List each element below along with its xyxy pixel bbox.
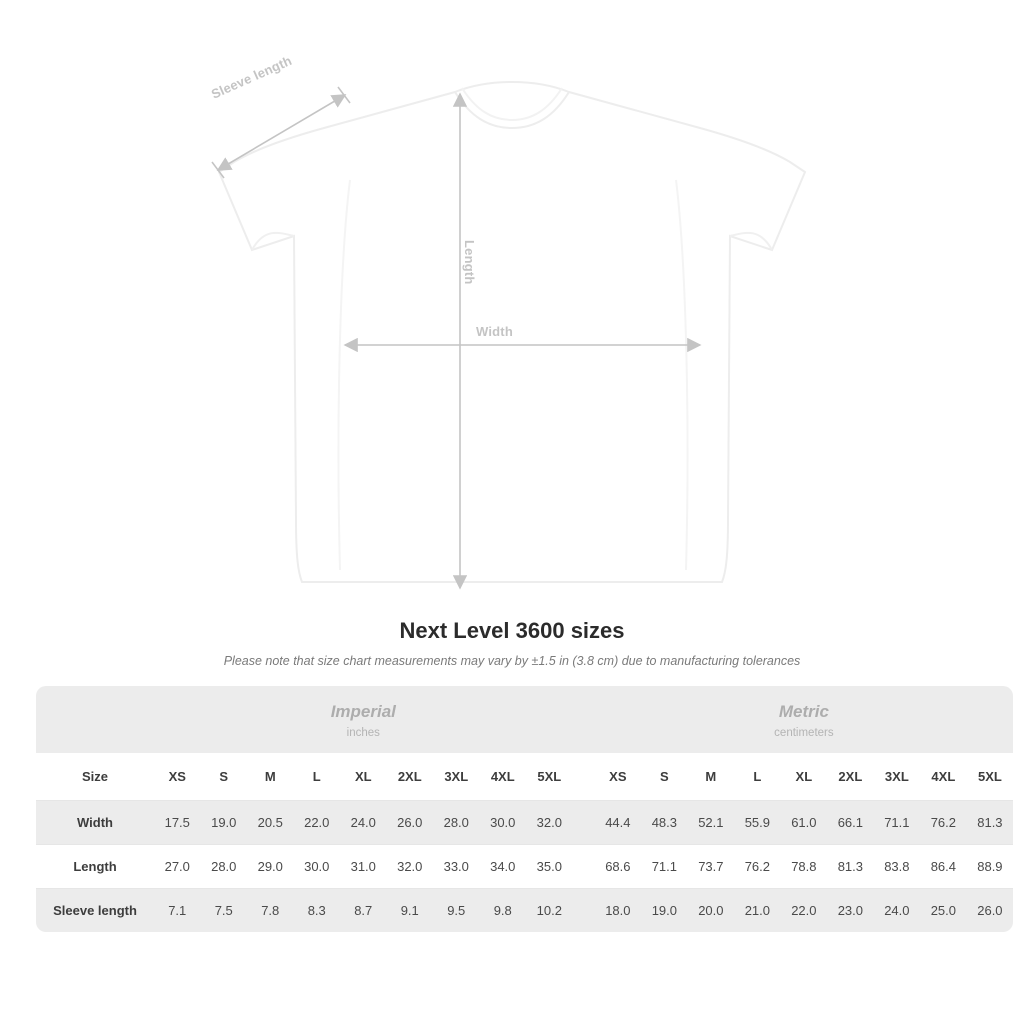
width-label: Width (476, 324, 513, 339)
size-header-imperial-m: M (247, 753, 294, 801)
cell-width-metric-2xl: 66.1 (827, 801, 874, 845)
unit-header-imperial (154, 686, 573, 753)
cell-sleeve-metric-s: 19.0 (641, 889, 688, 932)
cell-sleeve-imperial-s: 7.5 (201, 889, 248, 932)
unit-header-row (36, 686, 1013, 753)
cell-width-imperial-5xl: 32.0 (526, 801, 573, 845)
table-row (36, 801, 1013, 845)
cell-length-metric-s: 71.1 (641, 845, 688, 889)
unit-header-metric (595, 686, 1014, 753)
cell-sleeve-imperial-4xl: 9.8 (480, 889, 527, 932)
cell-length-metric-5xl: 88.9 (967, 845, 1014, 889)
cell-length-metric-4xl: 86.4 (920, 845, 967, 889)
size-header-metric-2xl: 2XL (827, 753, 874, 801)
cell-sleeve-metric-2xl: 23.0 (827, 889, 874, 932)
size-header-imperial-3xl: 3XL (433, 753, 480, 801)
cell-length-imperial-2xl: 32.0 (387, 845, 434, 889)
title-block (0, 618, 1024, 668)
cell-width-metric-3xl: 71.1 (874, 801, 921, 845)
row-label-width: Width (36, 801, 154, 845)
size-header-row (36, 753, 1013, 801)
unit-sub-imperial: inches (346, 727, 380, 739)
cell-sleeve-imperial-xl: 8.7 (340, 889, 387, 932)
size-header-metric-m: M (688, 753, 735, 801)
cell-width-metric-xl: 61.0 (781, 801, 828, 845)
cell-sleeve-metric-m: 20.0 (688, 889, 735, 932)
cell-width-metric-5xl: 81.3 (967, 801, 1014, 845)
unit-header-gap (573, 686, 595, 753)
table-row (36, 845, 1013, 889)
cell-length-imperial-4xl: 34.0 (480, 845, 527, 889)
size-header-metric-5xl: 5XL (967, 753, 1014, 801)
cell-width-gap (573, 801, 595, 845)
cell-width-imperial-xs: 17.5 (154, 801, 201, 845)
size-header-metric-3xl: 3XL (874, 753, 921, 801)
cell-length-metric-l: 76.2 (734, 845, 781, 889)
length-label: Length (462, 240, 477, 285)
cell-length-imperial-xs: 27.0 (154, 845, 201, 889)
size-header-imperial-2xl: 2XL (387, 753, 434, 801)
cell-sleeve-metric-xl: 22.0 (781, 889, 828, 932)
cell-length-metric-m: 73.7 (688, 845, 735, 889)
size-header-metric-xl: XL (781, 753, 828, 801)
cell-width-imperial-2xl: 26.0 (387, 801, 434, 845)
size-header-imperial-xl: XL (340, 753, 387, 801)
unit-name-metric: Metric (778, 702, 829, 721)
cell-sleeve-metric-xs: 18.0 (595, 889, 642, 932)
size-header-imperial-s: S (201, 753, 248, 801)
cell-length-imperial-s: 28.0 (201, 845, 248, 889)
cell-length-metric-2xl: 81.3 (827, 845, 874, 889)
cell-sleeve-imperial-5xl: 10.2 (526, 889, 573, 932)
size-header-imperial-4xl: 4XL (480, 753, 527, 801)
row-label-length: Length (36, 845, 154, 889)
cell-length-imperial-m: 29.0 (247, 845, 294, 889)
size-header-metric-xs: XS (595, 753, 642, 801)
cell-length-gap (573, 845, 595, 889)
size-header-gap (573, 753, 595, 801)
cell-sleeve-metric-l: 21.0 (734, 889, 781, 932)
cell-width-metric-l: 55.9 (734, 801, 781, 845)
unit-header-blank (36, 686, 154, 753)
cell-length-imperial-3xl: 33.0 (433, 845, 480, 889)
table-row (36, 889, 1013, 932)
page-title: Next Level 3600 sizes (399, 618, 625, 643)
cell-sleeve-imperial-2xl: 9.1 (387, 889, 434, 932)
cell-length-imperial-5xl: 35.0 (526, 845, 573, 889)
cell-sleeve-metric-3xl: 24.0 (874, 889, 921, 932)
cell-width-imperial-4xl: 30.0 (480, 801, 527, 845)
cell-sleeve-gap (573, 889, 595, 932)
cell-sleeve-imperial-l: 8.3 (294, 889, 341, 932)
cell-width-imperial-3xl: 28.0 (433, 801, 480, 845)
cell-length-metric-xl: 78.8 (781, 845, 828, 889)
size-chart-table (36, 686, 1013, 932)
cell-width-imperial-xl: 24.0 (340, 801, 387, 845)
size-header-imperial-5xl: 5XL (526, 753, 573, 801)
cell-sleeve-imperial-xs: 7.1 (154, 889, 201, 932)
cell-length-imperial-xl: 31.0 (340, 845, 387, 889)
size-header-metric-4xl: 4XL (920, 753, 967, 801)
size-chart-table-wrap (36, 686, 1003, 932)
cell-width-imperial-s: 19.0 (201, 801, 248, 845)
cell-width-metric-4xl: 76.2 (920, 801, 967, 845)
tolerance-note: Please note that size chart measurements may vary by ±1.5 in (3.8 cm) due to manufacturing tolerances (223, 654, 801, 668)
cell-width-imperial-l: 22.0 (294, 801, 341, 845)
sleeve-length-label: Sleeve length (209, 52, 295, 102)
cell-width-metric-xs: 44.4 (595, 801, 642, 845)
cell-length-imperial-l: 30.0 (294, 845, 341, 889)
cell-width-imperial-m: 20.5 (247, 801, 294, 845)
size-header-metric-l: L (734, 753, 781, 801)
cell-sleeve-metric-4xl: 25.0 (920, 889, 967, 932)
cell-sleeve-metric-5xl: 26.0 (967, 889, 1014, 932)
row-label-sleeve-length: Sleeve length (36, 889, 154, 932)
cell-width-metric-s: 48.3 (641, 801, 688, 845)
cell-sleeve-imperial-3xl: 9.5 (433, 889, 480, 932)
size-header-metric-s: S (641, 753, 688, 801)
column-header-size: Size (36, 753, 154, 801)
cell-length-metric-xs: 68.6 (595, 845, 642, 889)
cell-sleeve-imperial-m: 7.8 (247, 889, 294, 932)
unit-sub-metric: centimeters (774, 727, 834, 739)
unit-name-imperial: Imperial (330, 702, 396, 721)
cell-width-metric-m: 52.1 (688, 801, 735, 845)
size-header-imperial-xs: XS (154, 753, 201, 801)
size-header-imperial-l: L (294, 753, 341, 801)
cell-length-metric-3xl: 83.8 (874, 845, 921, 889)
